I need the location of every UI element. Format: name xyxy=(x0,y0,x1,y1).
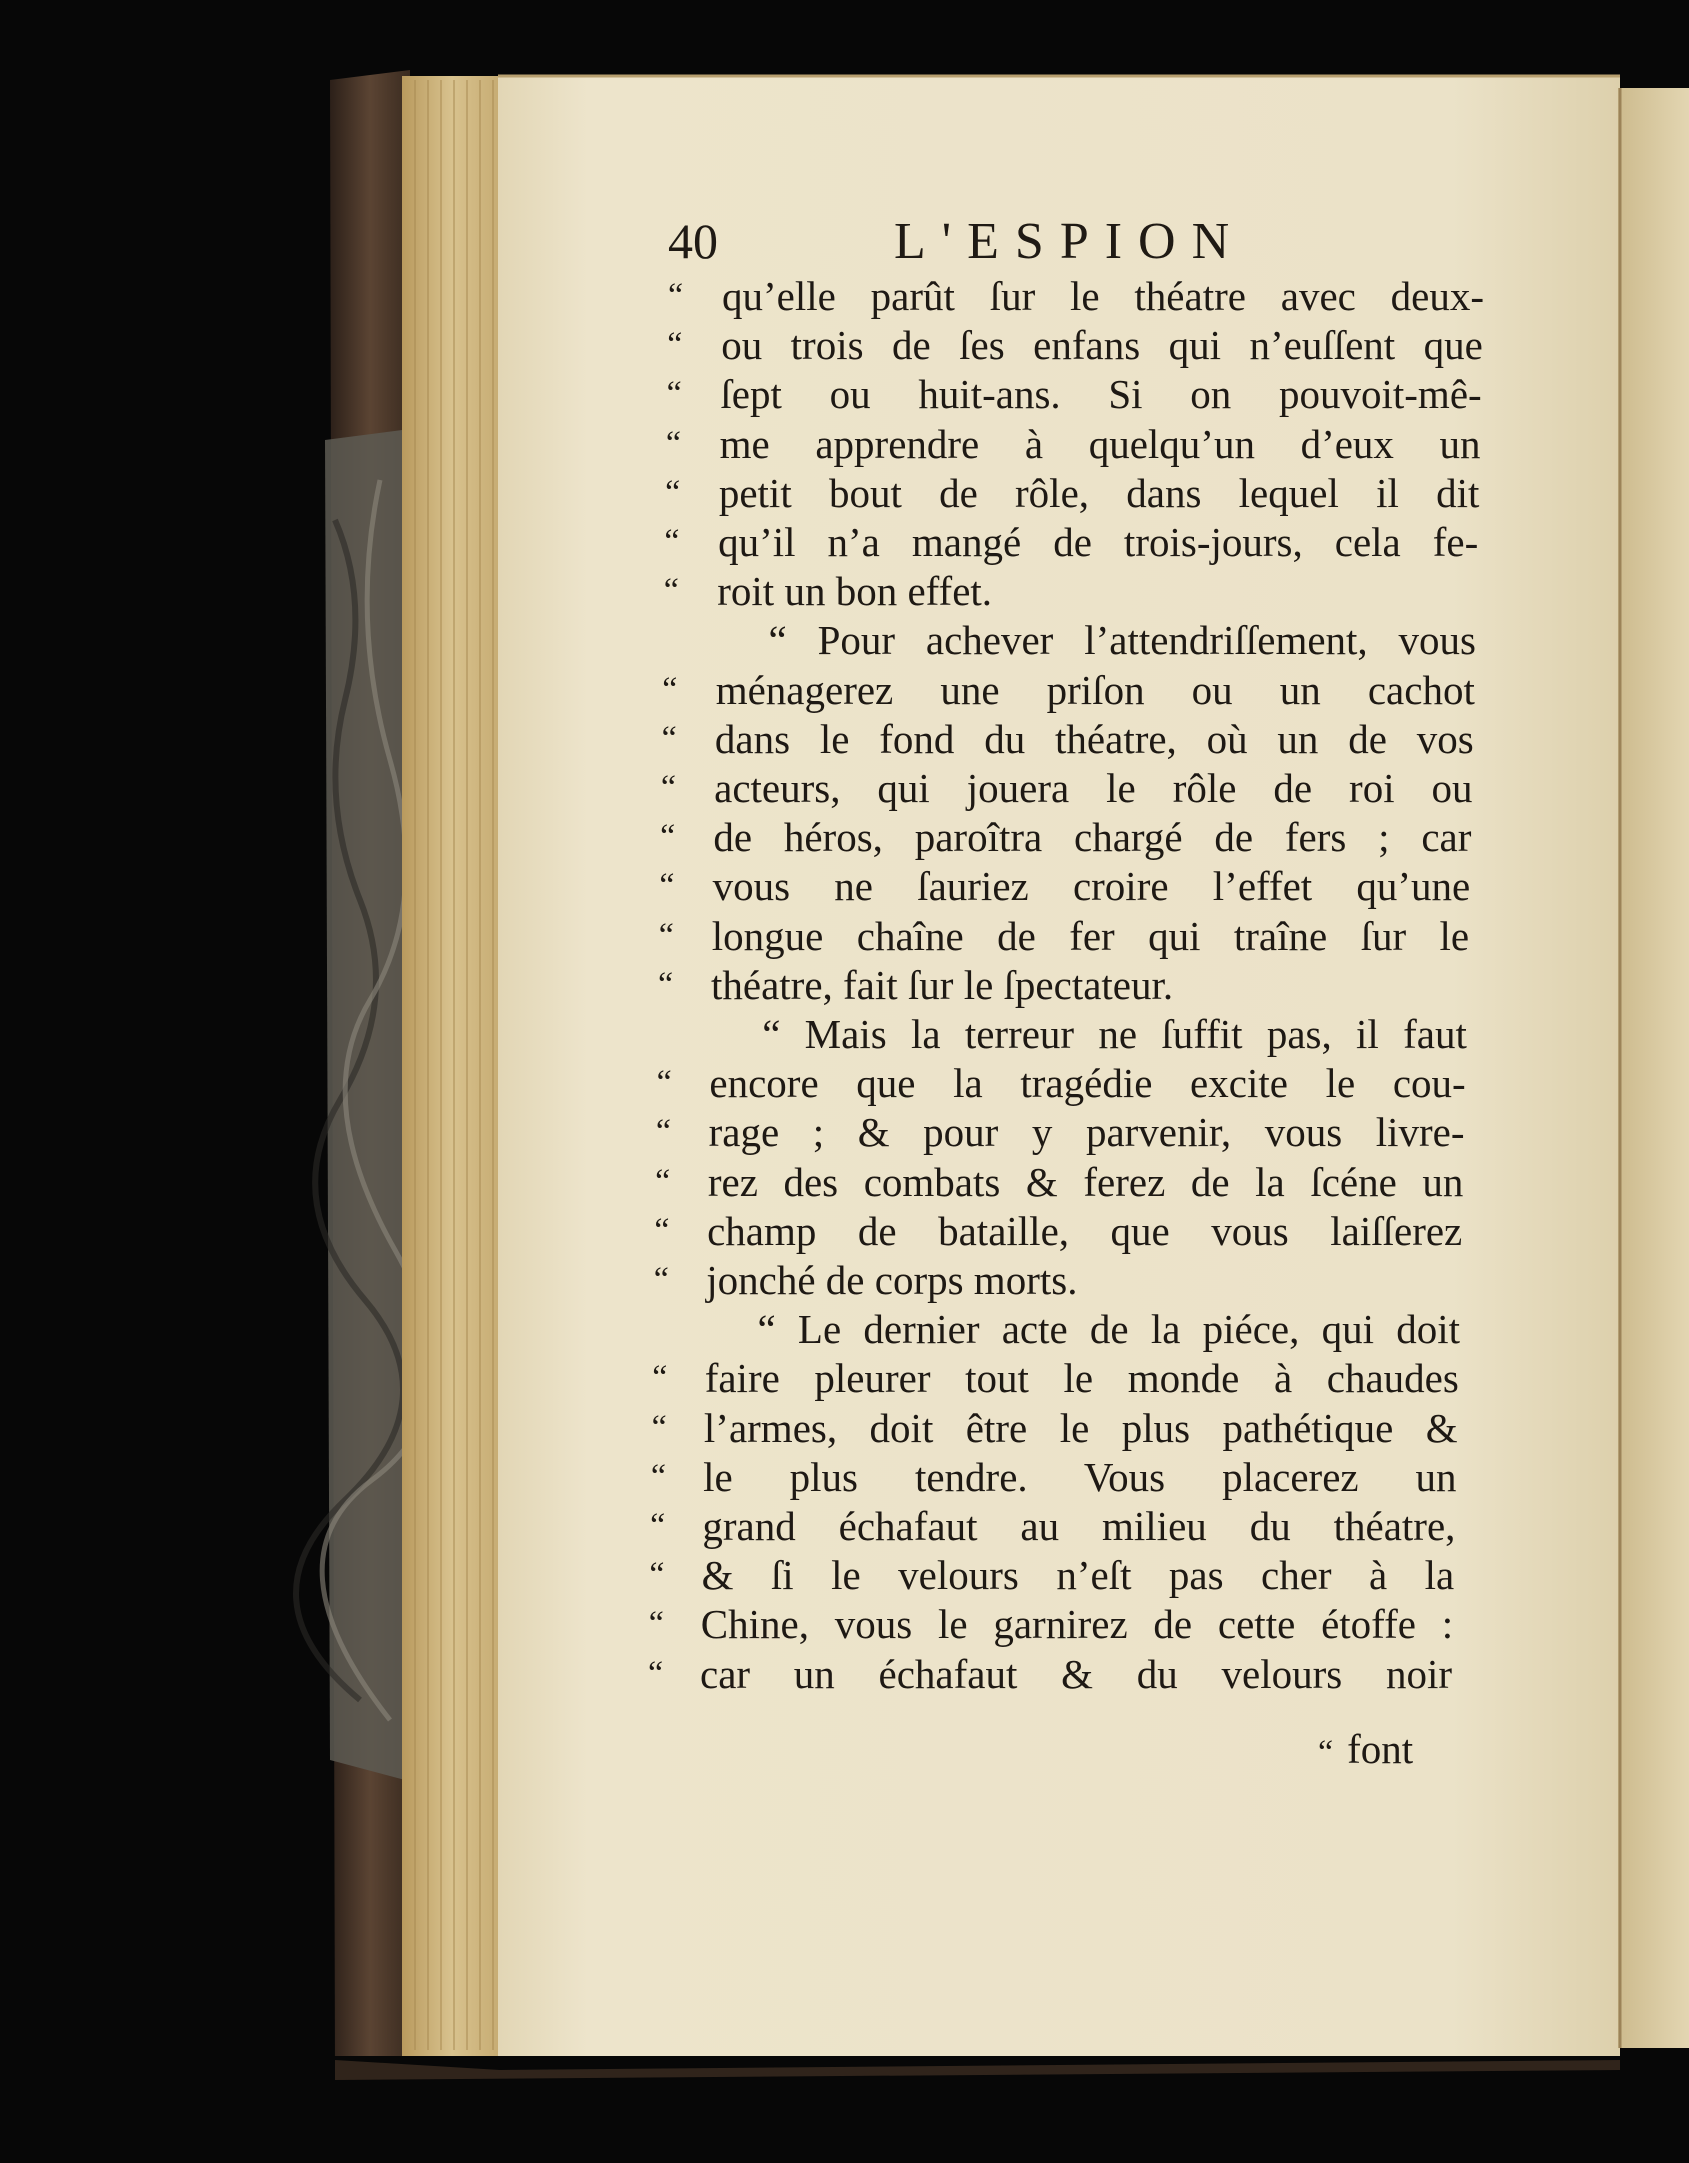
line-text: “ Pour achever l’attendriſſement, vous xyxy=(768,617,1476,664)
quote-mark: “ xyxy=(666,375,682,413)
quote-mark: “ xyxy=(658,965,674,1003)
quote-mark: “ xyxy=(651,1408,667,1446)
quote-mark: “ xyxy=(665,473,681,511)
quote-mark: “ xyxy=(656,1064,672,1102)
line-text: le plus tendre. Vous placerez un xyxy=(703,1453,1457,1500)
quote-mark: “ xyxy=(663,572,679,610)
line-text: champ de bataille, que vous laiſſerez xyxy=(707,1207,1463,1254)
line-text: me apprendre à quelqu’un d’eux un xyxy=(719,420,1481,467)
line-text: grand échafaut au milieu du théatre, xyxy=(702,1503,1456,1549)
line-text: vous ne ſauriez croire l’effet qu’une xyxy=(712,863,1471,910)
line-text: car un échafaut & du velours noir xyxy=(700,1650,1452,1697)
quote-mark: “ xyxy=(649,1556,665,1594)
quote-mark: “ xyxy=(661,719,677,757)
catchword-quote: “ xyxy=(1318,1734,1334,1771)
quote-mark: “ xyxy=(650,1457,666,1495)
quote-mark: “ xyxy=(659,867,675,905)
quote-mark: “ xyxy=(653,1261,669,1298)
quote-mark: “ xyxy=(652,1359,668,1397)
line-text: petit bout de rôle, dans lequel il dit xyxy=(718,469,1480,516)
line-text: & ſi le velours n’eſt pas cher à la xyxy=(701,1552,1455,1599)
line-text: roit un bon effet. xyxy=(717,568,993,615)
quote-mark: “ xyxy=(655,1113,671,1151)
line-text: “ Le dernier acte de la piéce, qui doit xyxy=(757,1306,1460,1353)
quote-mark: “ xyxy=(655,1162,671,1200)
quote-mark: “ xyxy=(668,277,684,314)
line-text: ménagerez une priſon ou un cachot xyxy=(715,666,1475,713)
quote-mark: “ xyxy=(660,818,676,856)
line-text: rage ; & pour y parvenir, vous livre- xyxy=(708,1109,1465,1156)
quote-mark: “ xyxy=(654,1211,670,1249)
line-text: ſept ou huit-ans. Si on pouvoit-mê- xyxy=(720,371,1482,418)
line-text: longue chaîne de fer qui traîne ſur le xyxy=(711,912,1470,959)
quote-mark: “ xyxy=(648,1605,664,1643)
line-text: théatre, fait ſur le ſpectateur. xyxy=(711,961,1174,1008)
line-text: faire pleurer tout le monde à chaudes xyxy=(704,1355,1459,1402)
quote-mark: “ xyxy=(662,670,678,708)
line-text: qu’elle parût ſur le théatre avec deux- xyxy=(722,273,1484,319)
page-number: 40 xyxy=(668,213,718,269)
quote-mark: “ xyxy=(660,769,676,806)
line-text: dans le fond du théatre, où un de vos xyxy=(714,715,1474,762)
quote-mark: “ xyxy=(664,523,680,560)
line-text: jonché de corps morts. xyxy=(706,1257,1078,1303)
quote-mark: “ xyxy=(648,1654,664,1692)
running-title: L'ESPION xyxy=(894,213,1246,270)
line-text: acteurs, qui jouera le rôle de roi ou xyxy=(714,765,1473,811)
catchword xyxy=(1318,1725,1413,1773)
line-text: “ Mais la terreur ne ſuffit pas, il faut xyxy=(762,1011,1467,1057)
line-text: rez des combats & ferez de la ſcéne un xyxy=(707,1158,1464,1205)
quote-mark: “ xyxy=(650,1507,666,1544)
catchword-text: font xyxy=(1347,1726,1414,1772)
quote-mark: “ xyxy=(665,424,681,462)
line-text: encore que la tragédie excite le cou- xyxy=(709,1060,1466,1107)
line-text: de héros, paroîtra chargé de fers ; car xyxy=(713,814,1472,861)
line-text: ou trois de ſes enfans qui n’euſſent que xyxy=(721,322,1483,369)
line-text: qu’il n’a mangé de trois-jours, cela fe- xyxy=(718,519,1479,565)
line-text: Chine, vous le garnirez de cette étoffe : xyxy=(700,1601,1454,1648)
quote-mark: “ xyxy=(658,916,674,954)
line-text: l’armes, doit être le plus pathétique & xyxy=(703,1404,1458,1451)
quote-mark: “ xyxy=(667,326,683,364)
